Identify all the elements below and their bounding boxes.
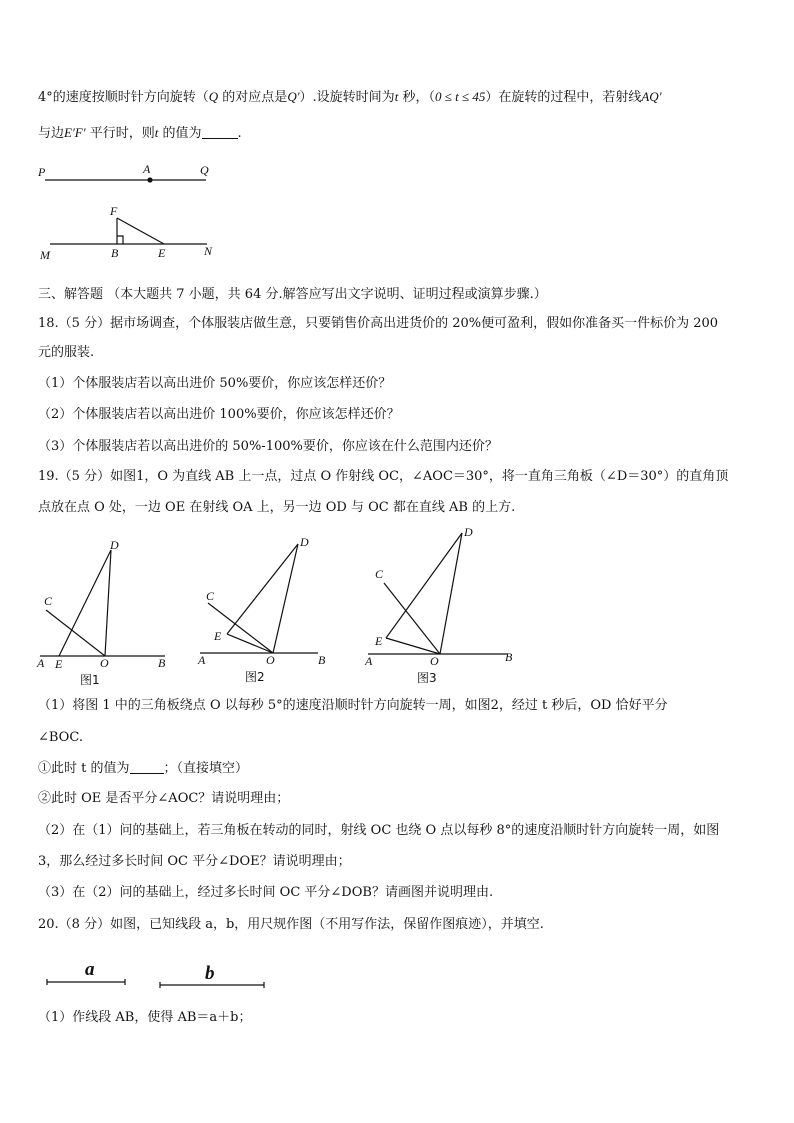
q18-part3: （3）个体服装店若以高出进价的 50%-100%要价，你应该在什么范围内还价？: [38, 439, 498, 454]
math-Qprime: Q′: [287, 89, 300, 104]
label-P: P: [38, 165, 46, 179]
figure-1-caption: 图1: [80, 673, 100, 687]
label-B: B: [318, 653, 326, 667]
label-A: A: [198, 653, 206, 667]
label-O: O: [430, 654, 439, 668]
label-D: D: [300, 535, 309, 549]
label-O: O: [266, 653, 275, 667]
math-AQprime: AQ′: [641, 89, 662, 104]
label-C: C: [44, 594, 53, 608]
figure-2-caption: 图2: [245, 670, 265, 684]
q20-line1: 20.（8 分）如图，已知线段 a，b，用尺规作图（不用写作法，保留作图痕迹），并填空.: [38, 917, 544, 932]
q18-part1: （1）个体服装店若以高出进价 50%要价，你应该怎样还价？: [38, 376, 392, 391]
label-B: B: [158, 656, 166, 670]
q19-part1-ii: ②此时 OE 是否平分∠AOC？请说明理由；: [38, 791, 290, 806]
label-F: F: [110, 204, 118, 218]
q19-line2: 点放在点 O 处，一边 OE 在射线 OA 上，另一边 OD 与 OC 都在直线 AB 的上方.: [38, 500, 516, 515]
q19-part2-b: 3，那么经过多长时间 OC 平分∠DOE？请说明理由；: [38, 854, 351, 869]
q18-line2: 元的服装.: [38, 345, 95, 360]
math-EF: E′F′: [64, 125, 86, 140]
section-header: 三、解答题 （本大题共 7 小题，共 64 分.解答应写出文字说明、证明过程或演算步骤.）: [38, 287, 547, 302]
label-E: E: [375, 634, 383, 648]
q19-part1-a: （1）将图 1 中的三角板绕点 O 以每秒 5°的速度沿顺时针方向旋转一周，如图2，经过 t 秒后，OD 恰好平分: [38, 698, 668, 713]
label-A: A: [143, 162, 151, 176]
q17-line2: 与边E′F′ 平行时，则t 的值为 .: [38, 125, 242, 141]
label-B: B: [111, 246, 119, 260]
label-A: A: [365, 654, 373, 668]
q18-part2: （2）个体服装店若以高出进价 100%要价，你应该怎样还价？: [38, 407, 400, 422]
q19-line1: 19.（5 分）如图1，O 为直线 AB 上一点，过点 O 作射线 OC，∠AOC＝30°，将一直角三角板（∠D＝30°）的直角顶: [38, 469, 729, 484]
q18-line1: 18.（5 分）据市场调查，个体服装店做生意，只要销售价高出进货价的 20%便可盈利，假如你准备买一件标价为 200: [38, 316, 719, 331]
q17-line1: 4°的速度按顺时针方向旋转（Q 的对应点是Q′）.设旋转时间为t 秒，（0 ≤ t ≤ 45）在旋转的过程中，若射线AQ′: [38, 89, 662, 105]
q19-part1-b: ∠BOC.: [38, 730, 83, 745]
label-E: E: [214, 629, 222, 643]
label-D: D: [110, 538, 119, 552]
label-B: B: [505, 650, 513, 664]
label-Q: Q: [200, 163, 209, 177]
label-O: O: [100, 656, 109, 670]
label-N: N: [204, 244, 213, 258]
label-C: C: [206, 589, 215, 603]
math-t: t: [394, 89, 399, 104]
label-b: b: [205, 963, 215, 984]
label-E: E: [158, 246, 166, 260]
label-M: M: [40, 248, 50, 262]
q20-part1: （1）作线段 AB，使得 AB＝a＋b；: [38, 1010, 252, 1025]
q19-part2-a: （2）在（1）问的基础上，若三角板在转动的同时，射线 OC 也绕 O 点以每秒 8°的速度沿顺时针方向旋转一周，如图: [38, 823, 720, 838]
q19-part3: （3）在（2）问的基础上，经过多长时间 OC 平分∠DOB？请画图并说明理由.: [38, 885, 494, 900]
label-A: A: [37, 656, 45, 670]
q19-part1-i: ①此时 t 的值为 ；（直接填空）: [38, 761, 249, 776]
label-D: D: [464, 525, 473, 539]
figure-3-caption: 图3: [417, 671, 437, 685]
label-C: C: [375, 567, 384, 581]
math-t2: t: [154, 125, 159, 140]
math-range: 0 ≤ t ≤ 45: [434, 89, 486, 104]
label-E: E: [55, 657, 63, 671]
math-Q: Q: [208, 89, 219, 104]
label-a: a: [85, 959, 95, 980]
